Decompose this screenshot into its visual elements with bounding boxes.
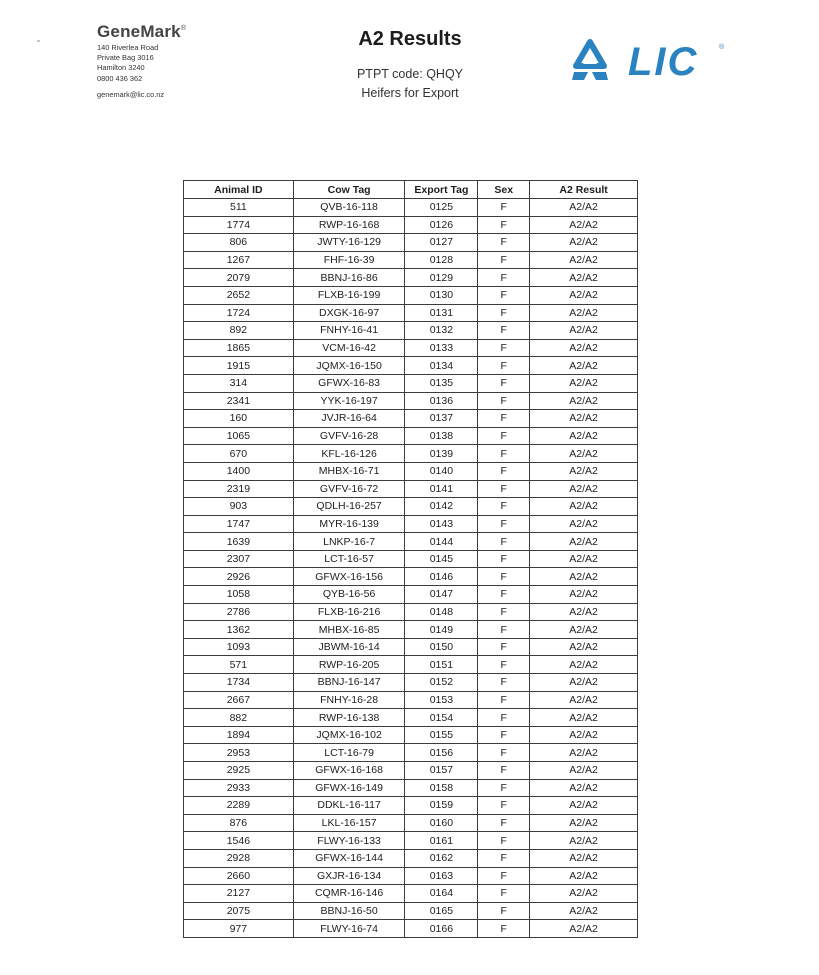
cow-tag-cell: MHBX-16-71 bbox=[293, 462, 405, 480]
sex-cell: F bbox=[478, 533, 530, 551]
column-header-cow-tag: Cow Tag bbox=[293, 181, 405, 199]
phone-number: 0800 436 362 bbox=[97, 73, 143, 83]
export-tag-cell: 0125 bbox=[405, 199, 478, 217]
export-tag-cell: 0143 bbox=[405, 515, 478, 533]
registered-mark: ® bbox=[719, 44, 725, 51]
animal-id-cell: 2953 bbox=[184, 744, 294, 762]
table-header-row bbox=[184, 181, 638, 199]
a2-result-cell: A2/A2 bbox=[530, 445, 638, 463]
export-tag-cell: 0146 bbox=[405, 568, 478, 586]
a2-result-cell: A2/A2 bbox=[530, 410, 638, 428]
lic-logo-text: LIC bbox=[628, 40, 699, 84]
table-row bbox=[184, 885, 638, 903]
sex-cell: F bbox=[478, 885, 530, 903]
animal-id-cell: 1093 bbox=[184, 638, 294, 656]
ptpt-code: PTPT code: QHQY bbox=[356, 67, 464, 81]
table-row bbox=[184, 515, 638, 533]
column-header-animal-id: Animal ID bbox=[184, 181, 294, 199]
a2-result-cell: A2/A2 bbox=[530, 550, 638, 568]
table-row bbox=[184, 216, 638, 234]
company-block bbox=[97, 22, 186, 100]
export-tag-cell: 0130 bbox=[405, 286, 478, 304]
a2-result-cell: A2/A2 bbox=[530, 339, 638, 357]
animal-id-cell: 1894 bbox=[184, 726, 294, 744]
animal-id-cell: 511 bbox=[184, 199, 294, 217]
sex-cell: F bbox=[478, 744, 530, 762]
animal-id-cell: 1546 bbox=[184, 832, 294, 850]
table-row bbox=[184, 462, 638, 480]
cow-tag-cell: DDKL-16-117 bbox=[293, 797, 405, 815]
table-row bbox=[184, 550, 638, 568]
table-row bbox=[184, 286, 638, 304]
export-tag-cell: 0155 bbox=[405, 726, 478, 744]
table-row bbox=[184, 814, 638, 832]
a2-result-cell: A2/A2 bbox=[530, 234, 638, 252]
a2-result-cell: A2/A2 bbox=[530, 533, 638, 551]
table-row bbox=[184, 427, 638, 445]
export-tag-cell: 0141 bbox=[405, 480, 478, 498]
document-subtitle: Heifers for Export bbox=[361, 86, 459, 100]
cow-tag-cell: RWP-16-205 bbox=[293, 656, 405, 674]
sex-cell: F bbox=[478, 726, 530, 744]
animal-id-cell: 2652 bbox=[184, 286, 294, 304]
table-row bbox=[184, 691, 638, 709]
export-tag-cell: 0148 bbox=[405, 603, 478, 621]
a2-result-cell: A2/A2 bbox=[530, 462, 638, 480]
animal-id-cell: 2660 bbox=[184, 867, 294, 885]
animal-id-cell: 1267 bbox=[184, 251, 294, 269]
animal-id-cell: 1734 bbox=[184, 674, 294, 692]
table-row bbox=[184, 445, 638, 463]
a2-result-cell: A2/A2 bbox=[530, 199, 638, 217]
sex-cell: F bbox=[478, 498, 530, 516]
cow-tag-cell: GFWX-16-144 bbox=[293, 849, 405, 867]
sex-cell: F bbox=[478, 621, 530, 639]
export-tag-cell: 0149 bbox=[405, 621, 478, 639]
table-row bbox=[184, 797, 638, 815]
export-tag-cell: 0133 bbox=[405, 339, 478, 357]
a2-result-cell: A2/A2 bbox=[530, 832, 638, 850]
address-line: 140 Riverlea Road bbox=[97, 43, 159, 52]
export-tag-cell: 0161 bbox=[405, 832, 478, 850]
animal-id-cell: 1747 bbox=[184, 515, 294, 533]
export-tag-cell: 0164 bbox=[405, 885, 478, 903]
a2-result-cell: A2/A2 bbox=[530, 656, 638, 674]
export-tag-cell: 0162 bbox=[405, 849, 478, 867]
table-row bbox=[184, 638, 638, 656]
sex-cell: F bbox=[478, 339, 530, 357]
sex-cell: F bbox=[478, 902, 530, 920]
export-tag-cell: 0128 bbox=[405, 251, 478, 269]
cow-tag-cell: GFWX-16-83 bbox=[293, 374, 405, 392]
export-tag-cell: 0160 bbox=[405, 814, 478, 832]
a2-result-cell: A2/A2 bbox=[530, 304, 638, 322]
a2-result-cell: A2/A2 bbox=[530, 586, 638, 604]
a2-result-cell: A2/A2 bbox=[530, 849, 638, 867]
cow-tag-cell: VCM-16-42 bbox=[293, 339, 405, 357]
sex-cell: F bbox=[478, 691, 530, 709]
cow-tag-cell: BBNJ-16-86 bbox=[293, 269, 405, 287]
export-tag-cell: 0127 bbox=[405, 234, 478, 252]
cow-tag-cell: KFL-16-126 bbox=[293, 445, 405, 463]
cow-tag-cell: BBNJ-16-50 bbox=[293, 902, 405, 920]
a2-result-cell: A2/A2 bbox=[530, 251, 638, 269]
cow-tag-cell: FLXB-16-216 bbox=[293, 603, 405, 621]
cow-tag-cell: GFWX-16-156 bbox=[293, 568, 405, 586]
sex-cell: F bbox=[478, 867, 530, 885]
column-header-a2-result: A2 Result bbox=[530, 181, 638, 199]
export-tag-cell: 0163 bbox=[405, 867, 478, 885]
a2-result-cell: A2/A2 bbox=[530, 216, 638, 234]
cow-tag-cell: QYB-16-56 bbox=[293, 586, 405, 604]
sex-cell: F bbox=[478, 199, 530, 217]
sex-cell: F bbox=[478, 762, 530, 780]
animal-id-cell: 2786 bbox=[184, 603, 294, 621]
a2-result-cell: A2/A2 bbox=[530, 762, 638, 780]
animal-id-cell: 2928 bbox=[184, 849, 294, 867]
cow-tag-cell: LKL-16-157 bbox=[293, 814, 405, 832]
cow-tag-cell: FLXB-16-199 bbox=[293, 286, 405, 304]
export-tag-cell: 0138 bbox=[405, 427, 478, 445]
cow-tag-cell: RWP-16-138 bbox=[293, 709, 405, 727]
sex-cell: F bbox=[478, 656, 530, 674]
animal-id-cell: 1774 bbox=[184, 216, 294, 234]
export-tag-cell: 0147 bbox=[405, 586, 478, 604]
table-row bbox=[184, 779, 638, 797]
table-row bbox=[184, 832, 638, 850]
export-tag-cell: 0159 bbox=[405, 797, 478, 815]
sex-cell: F bbox=[478, 797, 530, 815]
table-row bbox=[184, 586, 638, 604]
animal-id-cell: 314 bbox=[184, 374, 294, 392]
a2-result-cell: A2/A2 bbox=[530, 621, 638, 639]
sex-cell: F bbox=[478, 251, 530, 269]
table-row bbox=[184, 322, 638, 340]
cow-tag-cell: LNKP-16-7 bbox=[293, 533, 405, 551]
table-row bbox=[184, 339, 638, 357]
table-row bbox=[184, 621, 638, 639]
a2-result-cell: A2/A2 bbox=[530, 867, 638, 885]
a2-result-cell: A2/A2 bbox=[530, 674, 638, 692]
sex-cell: F bbox=[478, 269, 530, 287]
cow-tag-cell: JQMX-16-102 bbox=[293, 726, 405, 744]
export-tag-cell: 0140 bbox=[405, 462, 478, 480]
scan-speck bbox=[37, 40, 40, 42]
sex-cell: F bbox=[478, 603, 530, 621]
table-row bbox=[184, 392, 638, 410]
cow-tag-cell: FHF-16-39 bbox=[293, 251, 405, 269]
animal-id-cell: 882 bbox=[184, 709, 294, 727]
table-row bbox=[184, 374, 638, 392]
cow-tag-cell: JBWM-16-14 bbox=[293, 638, 405, 656]
table-row bbox=[184, 304, 638, 322]
table-row bbox=[184, 251, 638, 269]
sex-cell: F bbox=[478, 445, 530, 463]
animal-id-cell: 2926 bbox=[184, 568, 294, 586]
animal-id-cell: 160 bbox=[184, 410, 294, 428]
table-row bbox=[184, 568, 638, 586]
table-row bbox=[184, 357, 638, 375]
company-email: genemark@lic.co.nz bbox=[97, 89, 165, 99]
sex-cell: F bbox=[478, 515, 530, 533]
export-tag-cell: 0131 bbox=[405, 304, 478, 322]
animal-id-cell: 1915 bbox=[184, 357, 294, 375]
export-tag-cell: 0165 bbox=[405, 902, 478, 920]
table-row bbox=[184, 674, 638, 692]
animal-id-cell: 2127 bbox=[184, 885, 294, 903]
table-row bbox=[184, 234, 638, 252]
table-row bbox=[184, 498, 638, 516]
cow-tag-cell: GFWX-16-168 bbox=[293, 762, 405, 780]
cow-tag-cell: GVFV-16-72 bbox=[293, 480, 405, 498]
sex-cell: F bbox=[478, 216, 530, 234]
export-tag-cell: 0166 bbox=[405, 920, 478, 938]
animal-id-cell: 1865 bbox=[184, 339, 294, 357]
sex-cell: F bbox=[478, 286, 530, 304]
cow-tag-cell: QVB-16-118 bbox=[293, 199, 405, 217]
sex-cell: F bbox=[478, 322, 530, 340]
cow-tag-cell: JWTY-16-129 bbox=[293, 234, 405, 252]
a2-result-cell: A2/A2 bbox=[530, 691, 638, 709]
cow-tag-cell: MYR-16-139 bbox=[293, 515, 405, 533]
export-tag-cell: 0142 bbox=[405, 498, 478, 516]
animal-id-cell: 2933 bbox=[184, 779, 294, 797]
animal-id-cell: 1639 bbox=[184, 533, 294, 551]
export-tag-cell: 0126 bbox=[405, 216, 478, 234]
animal-id-cell: 977 bbox=[184, 920, 294, 938]
document-header bbox=[290, 28, 530, 103]
address-line: Hamilton 3240 bbox=[97, 63, 145, 73]
cow-tag-cell: LCT-16-57 bbox=[293, 550, 405, 568]
export-tag-cell: 0156 bbox=[405, 744, 478, 762]
animal-id-cell: 2079 bbox=[184, 269, 294, 287]
table-row bbox=[184, 199, 638, 217]
document-title: A2 Results bbox=[358, 28, 462, 50]
table-row bbox=[184, 480, 638, 498]
a2-result-cell: A2/A2 bbox=[530, 920, 638, 938]
animal-id-cell: 1724 bbox=[184, 304, 294, 322]
cow-tag-cell: FNHY-16-28 bbox=[293, 691, 405, 709]
export-tag-cell: 0139 bbox=[405, 445, 478, 463]
table-row bbox=[184, 849, 638, 867]
a2-result-cell: A2/A2 bbox=[530, 709, 638, 727]
company-address bbox=[97, 43, 186, 100]
table-row bbox=[184, 902, 638, 920]
a2-result-cell: A2/A2 bbox=[530, 779, 638, 797]
sex-cell: F bbox=[478, 304, 530, 322]
trademark-symbol: ® bbox=[180, 25, 187, 32]
a2-result-cell: A2/A2 bbox=[530, 726, 638, 744]
a2-result-cell: A2/A2 bbox=[530, 603, 638, 621]
animal-id-cell: 903 bbox=[184, 498, 294, 516]
table-row bbox=[184, 269, 638, 287]
address-line: Private Bag 3016 bbox=[97, 53, 154, 63]
table-row bbox=[184, 656, 638, 674]
sex-cell: F bbox=[478, 234, 530, 252]
sex-cell: F bbox=[478, 374, 530, 392]
a2-result-cell: A2/A2 bbox=[530, 797, 638, 815]
animal-id-cell: 2341 bbox=[184, 392, 294, 410]
animal-id-cell: 2667 bbox=[184, 691, 294, 709]
column-header-sex: Sex bbox=[478, 181, 530, 199]
export-tag-cell: 0135 bbox=[405, 374, 478, 392]
sex-cell: F bbox=[478, 832, 530, 850]
cow-tag-cell: CQMR-16-146 bbox=[293, 885, 405, 903]
animal-id-cell: 876 bbox=[184, 814, 294, 832]
table-row bbox=[184, 867, 638, 885]
a2-result-cell: A2/A2 bbox=[530, 885, 638, 903]
sex-cell: F bbox=[478, 638, 530, 656]
a2-result-cell: A2/A2 bbox=[530, 902, 638, 920]
table-row bbox=[184, 920, 638, 938]
animal-id-cell: 2289 bbox=[184, 797, 294, 815]
export-tag-cell: 0134 bbox=[405, 357, 478, 375]
cow-tag-cell: FLWY-16-74 bbox=[293, 920, 405, 938]
a2-result-cell: A2/A2 bbox=[530, 392, 638, 410]
table-row bbox=[184, 410, 638, 428]
animal-id-cell: 571 bbox=[184, 656, 294, 674]
a2-result-cell: A2/A2 bbox=[530, 374, 638, 392]
a2-result-cell: A2/A2 bbox=[530, 638, 638, 656]
animal-id-cell: 892 bbox=[184, 322, 294, 340]
export-tag-cell: 0132 bbox=[405, 322, 478, 340]
a2-result-cell: A2/A2 bbox=[530, 269, 638, 287]
a2-result-cell: A2/A2 bbox=[530, 357, 638, 375]
cow-tag-cell: FLWY-16-133 bbox=[293, 832, 405, 850]
cow-tag-cell: FNHY-16-41 bbox=[293, 322, 405, 340]
a2-results-table bbox=[183, 180, 638, 938]
export-tag-cell: 0129 bbox=[405, 269, 478, 287]
sex-cell: F bbox=[478, 392, 530, 410]
animal-id-cell: 2319 bbox=[184, 480, 294, 498]
table-row bbox=[184, 762, 638, 780]
a2-result-cell: A2/A2 bbox=[530, 480, 638, 498]
sex-cell: F bbox=[478, 410, 530, 428]
cow-tag-cell: MHBX-16-85 bbox=[293, 621, 405, 639]
cow-tag-cell: JQMX-16-150 bbox=[293, 357, 405, 375]
table-row bbox=[184, 744, 638, 762]
company-name: GeneMark® bbox=[97, 22, 187, 41]
export-tag-cell: 0150 bbox=[405, 638, 478, 656]
cow-tag-cell: DXGK-16-97 bbox=[293, 304, 405, 322]
table-row bbox=[184, 709, 638, 727]
table-body bbox=[184, 199, 638, 938]
sex-cell: F bbox=[478, 586, 530, 604]
export-tag-cell: 0137 bbox=[405, 410, 478, 428]
sex-cell: F bbox=[478, 568, 530, 586]
export-tag-cell: 0158 bbox=[405, 779, 478, 797]
export-tag-cell: 0136 bbox=[405, 392, 478, 410]
a2-result-cell: A2/A2 bbox=[530, 427, 638, 445]
export-tag-cell: 0153 bbox=[405, 691, 478, 709]
animal-id-cell: 1058 bbox=[184, 586, 294, 604]
animal-id-cell: 670 bbox=[184, 445, 294, 463]
animal-id-cell: 1400 bbox=[184, 462, 294, 480]
sex-cell: F bbox=[478, 814, 530, 832]
a2-result-cell: A2/A2 bbox=[530, 568, 638, 586]
export-tag-cell: 0154 bbox=[405, 709, 478, 727]
animal-id-cell: 2075 bbox=[184, 902, 294, 920]
a2-result-cell: A2/A2 bbox=[530, 814, 638, 832]
cow-tag-cell: LCT-16-79 bbox=[293, 744, 405, 762]
a2-result-cell: A2/A2 bbox=[530, 286, 638, 304]
export-tag-cell: 0152 bbox=[405, 674, 478, 692]
export-tag-cell: 0157 bbox=[405, 762, 478, 780]
animal-id-cell: 2307 bbox=[184, 550, 294, 568]
cow-tag-cell: RWP-16-168 bbox=[293, 216, 405, 234]
sex-cell: F bbox=[478, 427, 530, 445]
sex-cell: F bbox=[478, 920, 530, 938]
export-tag-cell: 0145 bbox=[405, 550, 478, 568]
sex-cell: F bbox=[478, 550, 530, 568]
sex-cell: F bbox=[478, 849, 530, 867]
a2-result-cell: A2/A2 bbox=[530, 322, 638, 340]
animal-id-cell: 1065 bbox=[184, 427, 294, 445]
sex-cell: F bbox=[478, 674, 530, 692]
cow-tag-cell: BBNJ-16-147 bbox=[293, 674, 405, 692]
cow-tag-cell: QDLH-16-257 bbox=[293, 498, 405, 516]
a2-result-cell: A2/A2 bbox=[530, 498, 638, 516]
sex-cell: F bbox=[478, 779, 530, 797]
sex-cell: F bbox=[478, 480, 530, 498]
animal-id-cell: 2925 bbox=[184, 762, 294, 780]
sex-cell: F bbox=[478, 357, 530, 375]
cow-tag-cell: GVFV-16-28 bbox=[293, 427, 405, 445]
cow-tag-cell: GFWX-16-149 bbox=[293, 779, 405, 797]
column-header-export-tag: Export Tag bbox=[405, 181, 478, 199]
table-row bbox=[184, 726, 638, 744]
cow-tag-cell: JVJR-16-64 bbox=[293, 410, 405, 428]
animal-id-cell: 1362 bbox=[184, 621, 294, 639]
animal-id-cell: 806 bbox=[184, 234, 294, 252]
sex-cell: F bbox=[478, 462, 530, 480]
cow-tag-cell: YYK-16-197 bbox=[293, 392, 405, 410]
a2-result-cell: A2/A2 bbox=[530, 744, 638, 762]
export-tag-cell: 0144 bbox=[405, 533, 478, 551]
a2-result-cell: A2/A2 bbox=[530, 515, 638, 533]
table-row bbox=[184, 603, 638, 621]
cow-tag-cell: GXJR-16-134 bbox=[293, 867, 405, 885]
table-row bbox=[184, 533, 638, 551]
export-tag-cell: 0151 bbox=[405, 656, 478, 674]
sex-cell: F bbox=[478, 709, 530, 727]
